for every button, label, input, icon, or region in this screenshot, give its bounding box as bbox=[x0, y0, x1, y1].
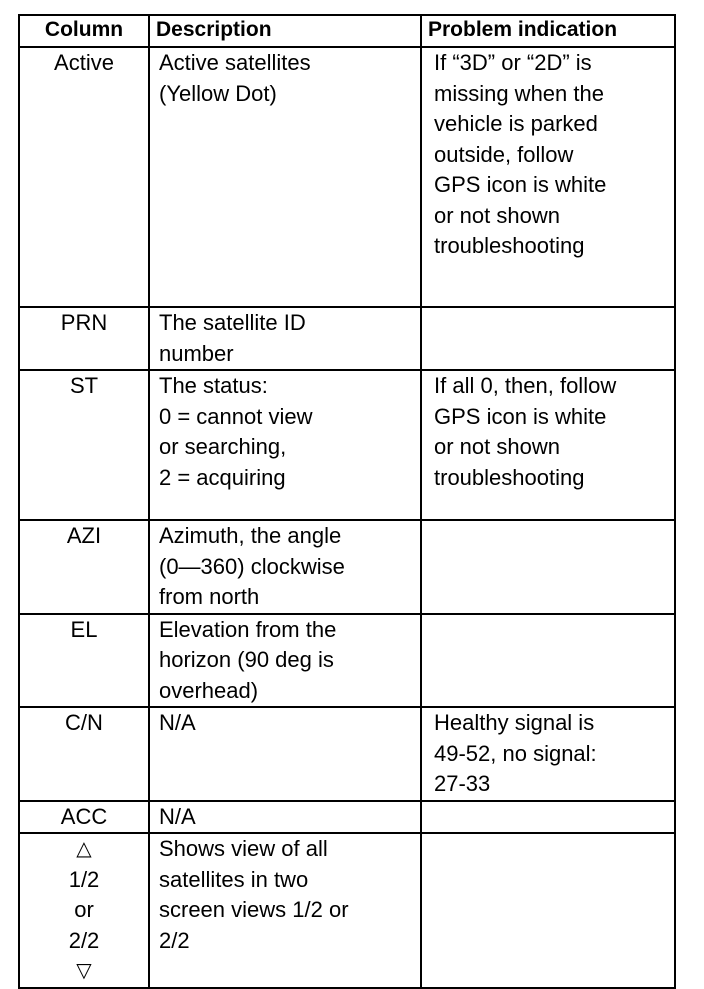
cell-line: missing when the bbox=[434, 80, 604, 106]
row-prn-problem bbox=[421, 307, 675, 370]
cell-line: horizon (90 deg is bbox=[159, 647, 334, 672]
cell-line: 1/2 bbox=[68, 866, 100, 892]
row-prn-column bbox=[19, 307, 149, 370]
cell-line: PRN bbox=[60, 310, 108, 335]
cell-line: ST bbox=[69, 373, 99, 398]
cell-line: EL bbox=[70, 616, 98, 642]
table-header-row bbox=[19, 15, 675, 47]
cell-line: or searching, bbox=[159, 434, 287, 459]
cell-line: (Yellow Dot) bbox=[159, 80, 277, 106]
row-el-column bbox=[19, 614, 149, 708]
cell-line: or bbox=[74, 897, 94, 922]
cell-line: troubleshooting bbox=[434, 233, 585, 258]
cell-line: Healthy signal is bbox=[434, 710, 595, 735]
cell-line: number bbox=[159, 340, 234, 366]
cell-line: 49-52, no signal: bbox=[434, 740, 597, 766]
cell-line: (0—360) clockwise bbox=[159, 553, 345, 579]
cell-line: GPS icon is white bbox=[434, 172, 607, 197]
cell-line: Azimuth, the angle bbox=[159, 523, 342, 548]
triangle-down-icon: ▽ bbox=[76, 960, 92, 982]
row-cn-description bbox=[149, 707, 421, 801]
header-problem-indication: Problem indication bbox=[421, 15, 675, 47]
row-azi-problem bbox=[421, 520, 675, 614]
row-azi-column bbox=[19, 520, 149, 614]
row-acc-problem bbox=[421, 801, 675, 834]
row-st-description bbox=[149, 370, 421, 520]
cell-line: or not shown bbox=[434, 434, 560, 459]
row-page-problem bbox=[421, 833, 675, 988]
cell-line: 2 = acquiring bbox=[159, 464, 286, 490]
cell-line: 27-33 bbox=[434, 771, 491, 796]
row-cn-problem bbox=[421, 707, 675, 801]
row-azi-description bbox=[149, 520, 421, 614]
row-el-description bbox=[149, 614, 421, 708]
cell-line: N/A bbox=[159, 710, 196, 735]
header-description: Description bbox=[149, 15, 421, 47]
row-page-column bbox=[19, 833, 149, 988]
cell-line: 2/2 bbox=[68, 927, 100, 953]
cell-line: screen views 1/2 or bbox=[159, 897, 349, 922]
row-acc-column bbox=[19, 801, 149, 834]
cell-line: Active satellites bbox=[159, 50, 311, 75]
cell-line: Elevation from the bbox=[159, 616, 337, 642]
row-acc-description bbox=[149, 801, 421, 834]
row-st-problem bbox=[421, 370, 675, 520]
table-row bbox=[19, 520, 675, 614]
cell-line: AZI bbox=[66, 523, 102, 548]
triangle-up-icon: △ bbox=[76, 838, 92, 860]
row-page-description bbox=[149, 833, 421, 988]
cell-line: Shows view of all bbox=[159, 836, 328, 861]
table-row bbox=[19, 370, 675, 520]
table-row bbox=[19, 707, 675, 801]
table-row bbox=[19, 307, 675, 370]
cell-line: 0 = cannot view bbox=[159, 403, 313, 429]
cell-line: satellites in two bbox=[159, 866, 309, 892]
cell-line: If all 0, then, follow bbox=[434, 373, 617, 398]
table-row bbox=[19, 801, 675, 834]
row-el-problem bbox=[421, 614, 675, 708]
cell-line: ACC bbox=[60, 803, 108, 829]
table-row bbox=[19, 47, 675, 307]
cell-line: overhead) bbox=[159, 677, 259, 703]
table-row bbox=[19, 614, 675, 708]
row-active-column bbox=[19, 47, 149, 307]
header-column: Column bbox=[19, 15, 149, 47]
cell-line: vehicle is parked bbox=[434, 111, 598, 136]
row-st-column bbox=[19, 370, 149, 520]
cell-line: The satellite ID bbox=[159, 310, 306, 335]
cell-line: Active bbox=[54, 50, 114, 75]
cell-line: from north bbox=[159, 584, 260, 609]
row-cn-column bbox=[19, 707, 149, 801]
cell-line: The status: bbox=[159, 373, 268, 398]
row-prn-description bbox=[149, 307, 421, 370]
cell-line: GPS icon is white bbox=[434, 403, 607, 429]
row-active-description bbox=[149, 47, 421, 307]
cell-line: troubleshooting bbox=[434, 464, 585, 490]
cell-line: outside, follow bbox=[434, 141, 574, 167]
cell-line: C/N bbox=[65, 710, 103, 735]
cell-line: N/A bbox=[159, 803, 196, 829]
cell-line: If “3D” or “2D” is bbox=[434, 50, 592, 75]
cell-line: or not shown bbox=[434, 202, 560, 228]
gps-info-table bbox=[18, 14, 676, 989]
cell-line: 2/2 bbox=[159, 927, 190, 953]
table-row bbox=[19, 833, 675, 988]
row-active-problem bbox=[421, 47, 675, 307]
